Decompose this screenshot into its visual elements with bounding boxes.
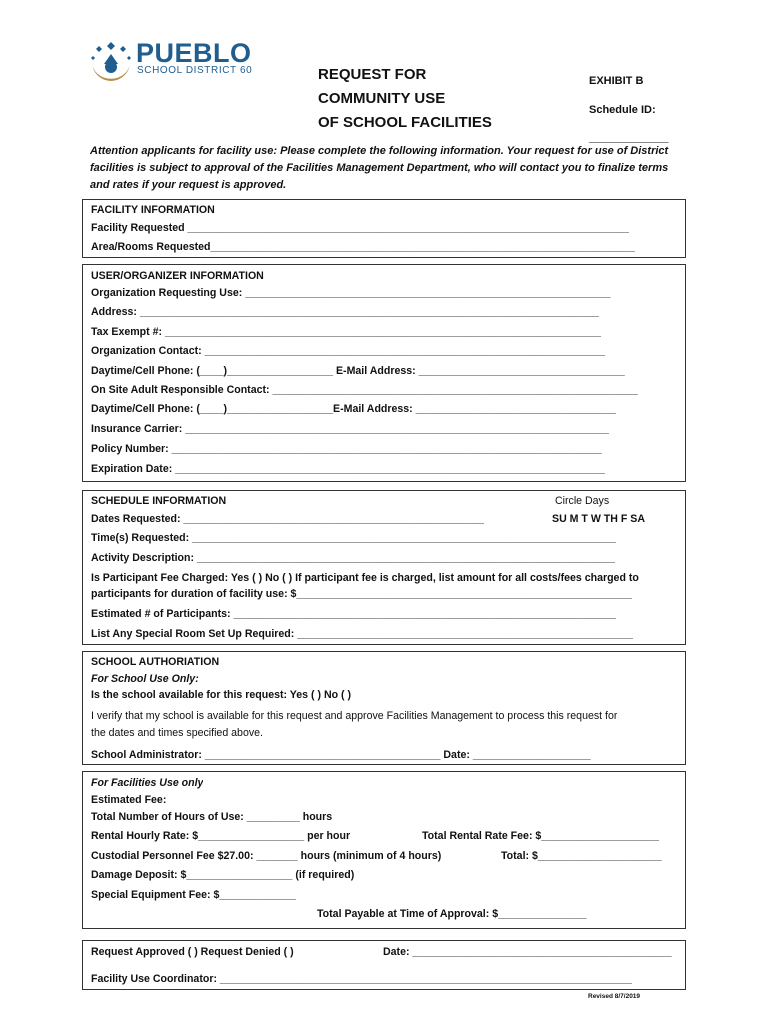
title-line-1: REQUEST FOR <box>318 66 427 83</box>
school-section <box>82 651 686 765</box>
days-of-week[interactable]: SU M T W TH F SA <box>552 513 645 525</box>
estimated-fee-label: Estimated Fee: <box>91 794 167 806</box>
school-use-label: For School Use Only: <box>91 673 199 685</box>
user-heading: USER/ORGANIZER INFORMATION <box>91 270 264 282</box>
facility-requested-field[interactable]: Facility Requested ___________________________________________________________________________ <box>91 222 630 234</box>
user-section <box>82 264 686 482</box>
schedule-id-label: Schedule ID: <box>589 104 656 116</box>
hourly-rate-field[interactable]: Rental Hourly Rate: $__________________ per hour <box>91 830 351 842</box>
participants-field[interactable]: Estimated # of Participants: _________________________________________________________________ <box>91 608 617 620</box>
participant-fee-field[interactable]: participants for duration of facility use: $_________________________________________________________ <box>91 588 633 600</box>
facility-section <box>82 199 686 258</box>
facilities-use-heading: For Facilities Use only <box>91 777 204 789</box>
expiration-date-field[interactable]: Expiration Date: _________________________________________________________________________ <box>91 463 606 475</box>
verify-text-1: I verify that my school is available for this request and approve Facilities Management to process this request for <box>91 710 618 722</box>
activity-description-field[interactable]: Activity Description: _______________________________________________________________________ <box>91 552 616 564</box>
title-line-2: COMMUNITY USE <box>318 90 446 107</box>
organization-contact-field[interactable]: Organization Contact: ____________________________________________________________________ <box>91 345 606 357</box>
school-heading: SCHOOL AUTHORIATION <box>91 656 220 668</box>
dates-requested-field[interactable]: Dates Requested: ___________________________________________________ <box>91 513 484 525</box>
tax-exempt-field[interactable]: Tax Exempt #: __________________________________________________________________________ <box>91 326 601 338</box>
school-admin-field[interactable]: School Administrator: ________________________________________ Date: ____________________ <box>91 749 591 761</box>
room-setup-field[interactable]: List Any Special Room Set Up Required: _________________________________________________________ <box>91 628 634 640</box>
total-payable-field[interactable]: Total Payable at Time of Approval: $_______________ <box>317 908 587 920</box>
schedule-id-field[interactable]: ___________ <box>589 129 669 144</box>
participant-fee-question[interactable]: Is Participant Fee Charged: Yes ( ) No ( ) If participant fee is charged, list amount for all costs/fees charged to <box>91 572 639 584</box>
district-logo <box>88 34 278 84</box>
custodial-fee-field[interactable]: Custodial Personnel Fee $27.00: _______ hours (minimum of 4 hours) <box>91 850 442 862</box>
schedule-section <box>82 490 686 645</box>
approval-section <box>82 940 686 990</box>
revised-date: Revised 8/7/2019 <box>588 993 641 1000</box>
facilities-use-section <box>82 771 686 929</box>
insurance-carrier-field[interactable]: Insurance Carrier: ________________________________________________________________________ <box>91 423 610 435</box>
schedule-heading: SCHEDULE INFORMATION <box>91 495 227 507</box>
policy-number-field[interactable]: Policy Number: _________________________________________________________________________ <box>91 443 602 455</box>
contact-phone-email-field[interactable]: Daytime/Cell Phone: (____)__________________ E-Mail Address: ___________________________________ <box>91 365 625 377</box>
times-requested-field[interactable]: Time(s) Requested: ________________________________________________________________________ <box>91 532 617 544</box>
district-seal-icon <box>88 34 134 84</box>
logo-name: PUEBLO <box>136 38 252 68</box>
page-title <box>318 63 492 135</box>
organization-field[interactable]: Organization Requesting Use: ______________________________________________________________ <box>91 287 611 299</box>
onsite-contact-field[interactable]: On Site Adult Responsible Contact: ______________________________________________________________ <box>91 384 638 396</box>
damage-deposit-field[interactable]: Damage Deposit: $__________________ (if required) <box>91 869 355 881</box>
custodial-total-field[interactable]: Total: $_____________________ <box>501 850 662 862</box>
equipment-fee-field[interactable]: Special Equipment Fee: $_____________ <box>91 889 296 901</box>
approval-status[interactable]: Request Approved ( ) Request Denied ( ) <box>91 946 294 958</box>
onsite-phone-email-field[interactable]: Daytime/Cell Phone: (____)__________________E-Mail Address: __________________________________ <box>91 403 616 415</box>
approval-date-field[interactable]: Date: ____________________________________________ <box>383 946 672 958</box>
hours-of-use-field[interactable]: Total Number of Hours of Use: _________ hours <box>91 811 333 823</box>
coordinator-field[interactable]: Facility Use Coordinator: ______________________________________________________________________ <box>91 973 633 985</box>
school-available-question[interactable]: Is the school available for this request: Yes ( ) No ( ) <box>91 689 352 701</box>
facility-heading: FACILITY INFORMATION <box>91 204 215 216</box>
exhibit-block <box>589 67 669 149</box>
total-rental-fee-field[interactable]: Total Rental Rate Fee: $____________________ <box>422 830 660 842</box>
title-line-3: OF SCHOOL FACILITIES <box>318 114 492 131</box>
verify-text-2: the dates and times specified above. <box>91 727 263 739</box>
logo-subtitle: SCHOOL DISTRICT 60 <box>137 65 253 76</box>
exhibit-label: EXHIBIT B <box>589 75 644 87</box>
circle-days-label: Circle Days <box>555 495 610 507</box>
address-field[interactable]: Address: ______________________________________________________________________________ <box>91 306 600 318</box>
area-rooms-field[interactable]: Area/Rooms Requested________________________________________________________________________ <box>91 241 635 253</box>
intro-text: Attention applicants for facility use: Please complete the following information. Your request for use of District facilities is subject to approval of the Facilities Management Department, who will contact you to finalize terms and rates if your request is approved. <box>90 145 669 191</box>
